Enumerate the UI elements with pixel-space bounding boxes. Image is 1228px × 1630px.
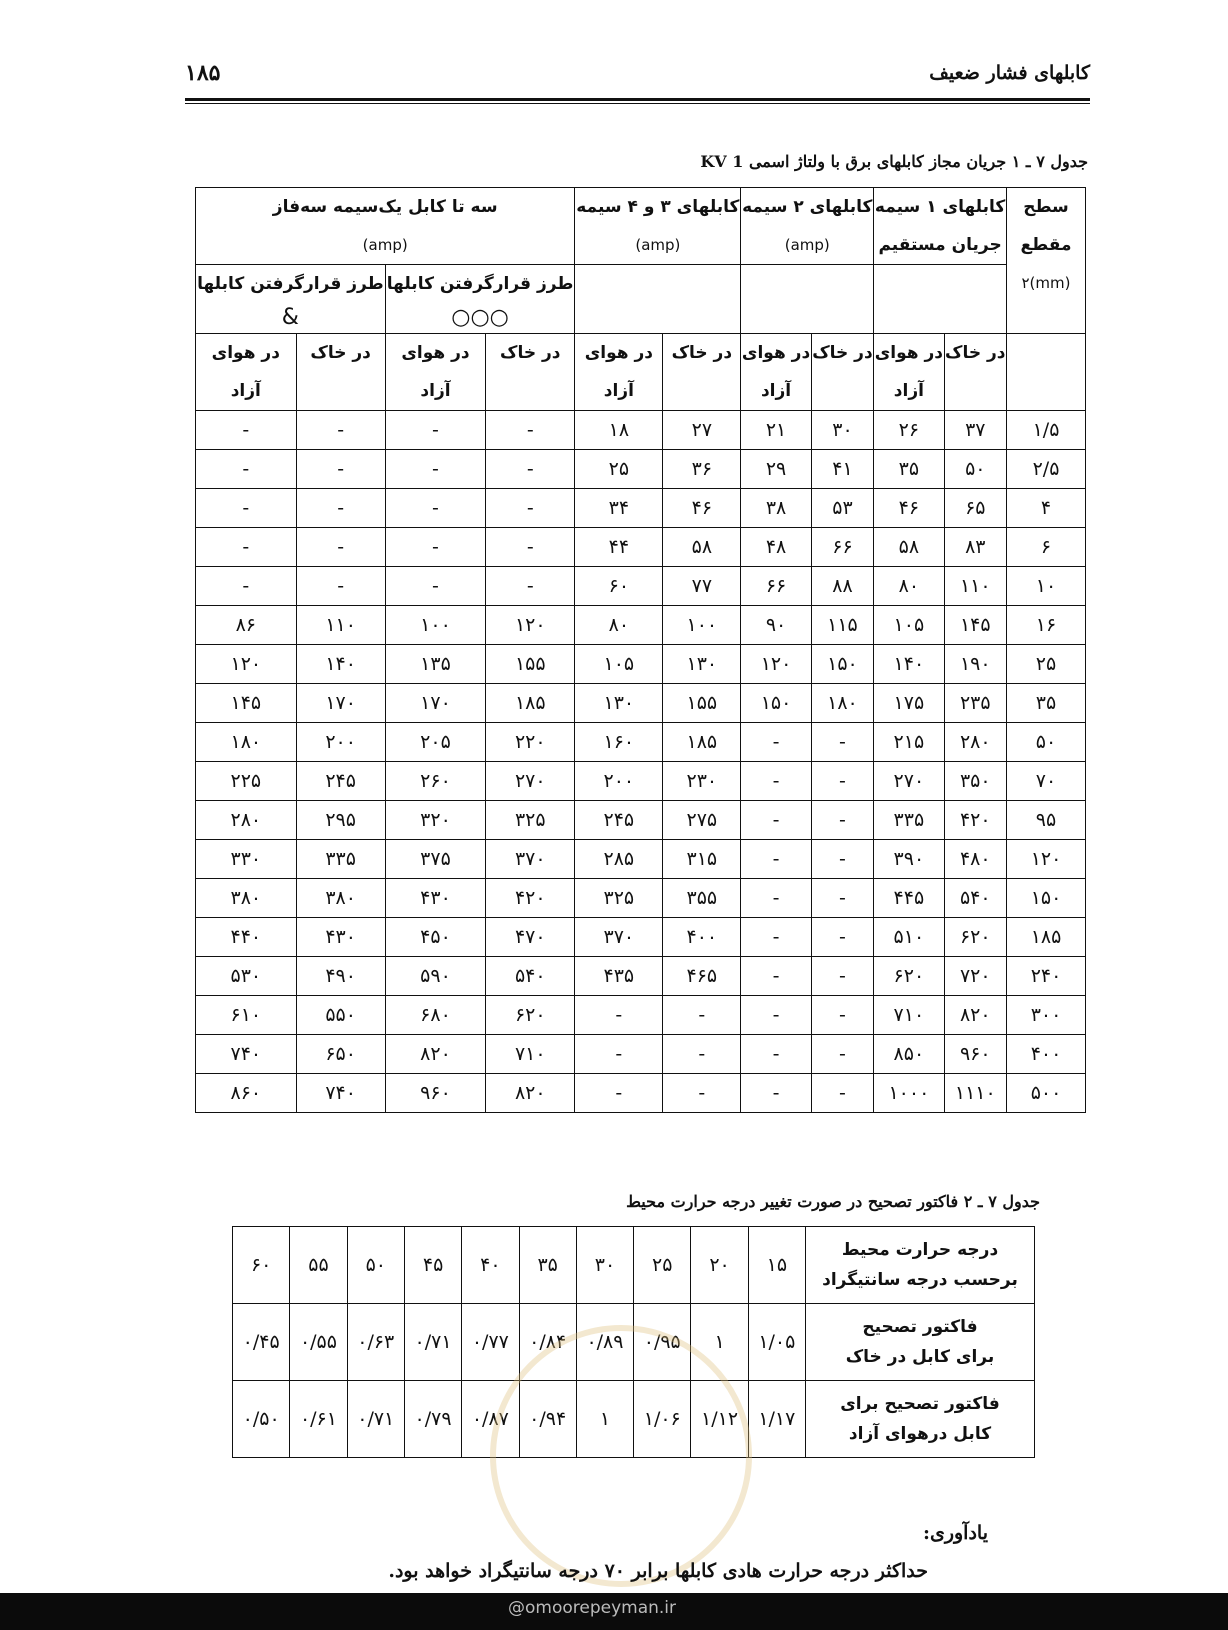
temp-cell: ۳۵ [519, 1227, 576, 1304]
current-cell: ۸۸ [811, 567, 873, 606]
current-cell: ۴۹۰ [296, 957, 385, 996]
cross-section-cell: ۳۵ [1007, 684, 1086, 723]
current-cell: ۱۲۰ [196, 645, 297, 684]
col-air: در هوای آزاد [385, 334, 485, 411]
current-cell: ۶۲۰ [486, 996, 575, 1035]
single-core-dc-header: کابلهای ۱ سیمه جریان مستقیم [874, 188, 1007, 265]
header-rule-thin [185, 103, 1090, 104]
current-cell: ۱۵۵ [663, 684, 741, 723]
cross-section-cell: ۲۵ [1007, 645, 1086, 684]
current-cell: ۶۶ [811, 528, 873, 567]
table-row [196, 762, 1086, 801]
cross-section-cell: ۴۰۰ [1007, 1035, 1086, 1074]
current-cell: - [741, 801, 811, 840]
cross-section-cell: ۳۰۰ [1007, 996, 1086, 1035]
current-cell: ۷۷ [663, 567, 741, 606]
current-cell: - [486, 489, 575, 528]
current-cell: ۲۹ [741, 450, 811, 489]
current-cell: ۳۲۵ [575, 879, 663, 918]
air-factor-cell: ۰/۹۴ [519, 1381, 576, 1458]
soil-factor-cell: ۰/۸۹ [576, 1304, 633, 1381]
cross-section-cell: ۲۴۰ [1007, 957, 1086, 996]
soil-factor-cell: ۱ [691, 1304, 748, 1381]
current-cell: ۲۸۰ [196, 801, 297, 840]
current-cell: - [741, 840, 811, 879]
current-cell: ۳۸۰ [296, 879, 385, 918]
table-row [196, 1074, 1086, 1113]
flat-arrangement-icon: ○○○ [451, 305, 509, 330]
current-cell: ۵۱۰ [874, 918, 944, 957]
cross-section-cell: ۱/۵ [1007, 411, 1086, 450]
current-cell: ۴۶ [874, 489, 944, 528]
current-cell: ۳۴ [575, 489, 663, 528]
three-four-core-header: کابلهای ۳ و ۴ سیمه (amp) [575, 188, 741, 265]
current-cell: ۲۴۵ [575, 801, 663, 840]
running-header-title: کابلهای فشار ضعیف [929, 62, 1090, 84]
current-cell: ۲۴۵ [296, 762, 385, 801]
current-cell: ۳۸۰ [196, 879, 297, 918]
current-cell: ۳۵ [874, 450, 944, 489]
current-cell: ۱۹۰ [944, 645, 1006, 684]
current-cell: ۸۶۰ [196, 1074, 297, 1113]
current-cell: ۴۲۰ [486, 879, 575, 918]
current-cell: ۳۸ [741, 489, 811, 528]
current-cell: ۸۰ [874, 567, 944, 606]
current-cell: ۸۰ [575, 606, 663, 645]
soil-factor-cell: ۰/۸۴ [519, 1304, 576, 1381]
current-cell: ۳۷۰ [486, 840, 575, 879]
cross-section-cell: ۶ [1007, 528, 1086, 567]
current-cell: ۱۲۰ [741, 645, 811, 684]
air-factor-cell: ۱/۱۲ [691, 1381, 748, 1458]
current-cell: ۱۱۱۰ [944, 1074, 1006, 1113]
header-rule-thick [185, 98, 1090, 101]
arrangement-flat-header: طرز قرارگرفتن کابلها ○○○ [385, 265, 575, 334]
current-cell: ۴۳۰ [385, 879, 485, 918]
note-title: یادآوری: [922, 1522, 988, 1544]
current-cell: ۴۵۰ [385, 918, 485, 957]
col-air: در هوای آزاد [575, 334, 663, 411]
current-cell: ۱۵۰ [741, 684, 811, 723]
col-air: در هوای آزاد [874, 334, 944, 411]
current-cell: ۱۷۰ [385, 684, 485, 723]
current-cell: ۶۵۰ [296, 1035, 385, 1074]
cable-current-table [195, 187, 1086, 1113]
current-cell: ۲۶ [874, 411, 944, 450]
current-cell: ۱۰۵ [874, 606, 944, 645]
current-cell: - [741, 918, 811, 957]
current-cell: - [663, 1035, 741, 1074]
temp-cell: ۵۵ [290, 1227, 347, 1304]
col-air: در هوای آزاد [196, 334, 297, 411]
current-cell: - [741, 1035, 811, 1074]
current-cell: - [296, 411, 385, 450]
note-text: حداکثر درجه حرارت هادی کابلها برابر ۷۰ درجه سانتیگراد خواهد بود. [388, 1560, 928, 1582]
current-cell: ۲۸۰ [944, 723, 1006, 762]
current-cell: - [196, 411, 297, 450]
temp-cell: ۳۰ [576, 1227, 633, 1304]
current-cell: - [196, 489, 297, 528]
page-number: ۱۸۵ [185, 60, 221, 86]
current-cell: ۱۲۰ [486, 606, 575, 645]
current-cell: - [486, 528, 575, 567]
col-soil: در خاک [811, 334, 873, 411]
current-cell: - [385, 450, 485, 489]
soil-factor-row-header: فاکتور تصحیح برای کابل در خاک [806, 1304, 1035, 1381]
table-row [196, 1035, 1086, 1074]
current-cell: ۳۵۵ [663, 879, 741, 918]
current-cell: ۵۵۰ [296, 996, 385, 1035]
current-cell: ۱۷۰ [296, 684, 385, 723]
current-cell: ۲۰۰ [296, 723, 385, 762]
current-cell: - [663, 996, 741, 1035]
col-soil: در خاک [944, 334, 1006, 411]
current-cell: - [811, 879, 873, 918]
current-cell: ۵۴۰ [944, 879, 1006, 918]
cross-section-cell: ۱۵۰ [1007, 879, 1086, 918]
current-cell: ۵۳۰ [196, 957, 297, 996]
current-cell: ۲۲۰ [486, 723, 575, 762]
current-cell: - [741, 957, 811, 996]
current-cell: ۴۶ [663, 489, 741, 528]
table-row [196, 879, 1086, 918]
current-cell: ۶۸۰ [385, 996, 485, 1035]
current-cell: ۹۰ [741, 606, 811, 645]
current-cell: ۱۸۰ [196, 723, 297, 762]
temp-cell: ۶۰ [233, 1227, 290, 1304]
table-row [196, 957, 1086, 996]
current-cell: ۴۳۵ [575, 957, 663, 996]
current-cell: ۸۲۰ [486, 1074, 575, 1113]
air-factor-cell: ۱/۰۶ [634, 1381, 691, 1458]
current-cell: - [575, 1035, 663, 1074]
air-factor-cell: ۱ [576, 1381, 633, 1458]
current-cell: ۱۴۵ [196, 684, 297, 723]
table-row [196, 489, 1086, 528]
current-cell: ۵۰ [944, 450, 1006, 489]
current-cell: ۴۸۰ [944, 840, 1006, 879]
cross-section-cell: ۷۰ [1007, 762, 1086, 801]
table-row [196, 606, 1086, 645]
current-cell: ۱۶۰ [575, 723, 663, 762]
two-core-header: کابلهای ۲ سیمه (amp) [741, 188, 874, 265]
current-cell: ۱۷۵ [874, 684, 944, 723]
current-cell: - [385, 411, 485, 450]
current-cell: ۴۲۰ [944, 801, 1006, 840]
current-cell: - [296, 567, 385, 606]
current-cell: ۲۵ [575, 450, 663, 489]
current-cell: ۲۳۰ [663, 762, 741, 801]
table-row [196, 645, 1086, 684]
current-cell: ۱۱۵ [811, 606, 873, 645]
current-cell: ۵۸ [663, 528, 741, 567]
arrangement-trefoil-header: طرز قرارگرفتن کابلها & [196, 265, 386, 334]
current-cell: - [575, 1074, 663, 1113]
watermark-seal-icon [490, 1325, 752, 1587]
current-cell: ۶۶ [741, 567, 811, 606]
current-cell: ۴۶۵ [663, 957, 741, 996]
air-factor-cell: ۰/۷۱ [347, 1381, 404, 1458]
table-row [196, 840, 1086, 879]
soil-factor-cell: ۰/۵۵ [290, 1304, 347, 1381]
cross-section-cell: ۵۰ [1007, 723, 1086, 762]
current-cell: - [741, 879, 811, 918]
current-cell: - [811, 1074, 873, 1113]
current-cell: ۹۶۰ [385, 1074, 485, 1113]
current-cell: - [811, 840, 873, 879]
current-cell: ۲۷ [663, 411, 741, 450]
current-cell: ۳۵۰ [944, 762, 1006, 801]
current-cell: ۱۳۰ [663, 645, 741, 684]
current-cell: - [196, 528, 297, 567]
table-row [196, 684, 1086, 723]
current-cell: ۲۸۵ [575, 840, 663, 879]
current-cell: ۹۶۰ [944, 1035, 1006, 1074]
current-cell: ۳۳۰ [196, 840, 297, 879]
current-cell: - [296, 489, 385, 528]
current-cell: ۷۲۰ [944, 957, 1006, 996]
temp-cell: ۵۰ [347, 1227, 404, 1304]
current-cell: ۴۰۰ [663, 918, 741, 957]
soil-factor-cell: ۰/۷۱ [404, 1304, 461, 1381]
current-cell: ۲۷۵ [663, 801, 741, 840]
current-cell: ۴۴۰ [196, 918, 297, 957]
temp-cell: ۱۵ [748, 1227, 805, 1304]
current-cell: ۵۹۰ [385, 957, 485, 996]
current-cell: ۱۰۵ [575, 645, 663, 684]
current-cell: - [811, 996, 873, 1035]
current-cell: ۴۱ [811, 450, 873, 489]
current-cell: - [385, 528, 485, 567]
current-cell: ۱۰۰ [663, 606, 741, 645]
current-cell: ۲۷۰ [486, 762, 575, 801]
current-cell: - [741, 1074, 811, 1113]
cross-section-cell: ۴ [1007, 489, 1086, 528]
temp-cell: ۲۰ [691, 1227, 748, 1304]
soil-factor-cell: ۰/۷۷ [462, 1304, 519, 1381]
current-cell: ۸۵۰ [874, 1035, 944, 1074]
current-cell: ۱۸۵ [663, 723, 741, 762]
current-cell: ۲۹۵ [296, 801, 385, 840]
current-cell: ۶۲۰ [874, 957, 944, 996]
current-cell: ۳۳۵ [874, 801, 944, 840]
table-row [196, 996, 1086, 1035]
current-cell: ۲۱۵ [874, 723, 944, 762]
current-cell: ۳۹۰ [874, 840, 944, 879]
table-row [196, 723, 1086, 762]
table-row [196, 567, 1086, 606]
current-cell: ۶۵ [944, 489, 1006, 528]
current-cell: ۳۷۰ [575, 918, 663, 957]
current-cell: - [296, 528, 385, 567]
current-cell: ۲۳۵ [944, 684, 1006, 723]
current-cell: ۳۲۰ [385, 801, 485, 840]
temperature-row [233, 1227, 1035, 1304]
current-cell: ۷۴۰ [296, 1074, 385, 1113]
temp-cell: ۴۰ [462, 1227, 519, 1304]
current-cell: ۱۸۵ [486, 684, 575, 723]
current-cell: ۲۱ [741, 411, 811, 450]
current-cell: ۸۲۰ [944, 996, 1006, 1035]
current-cell: ۲۰۰ [575, 762, 663, 801]
current-cell: ۱۴۵ [944, 606, 1006, 645]
cross-section-cell: ۱۸۵ [1007, 918, 1086, 957]
current-cell: ۲۷۰ [874, 762, 944, 801]
current-cell: ۱۰۰۰ [874, 1074, 944, 1113]
current-cell: ۴۸ [741, 528, 811, 567]
table2-caption: جدول ۷ ـ ۲ فاکتور تصحیح در صورت تغییر درجه حرارت محیط [626, 1192, 1040, 1211]
table-row [196, 528, 1086, 567]
current-cell: - [385, 489, 485, 528]
cross-section-cell: ۱۲۰ [1007, 840, 1086, 879]
current-cell: - [811, 801, 873, 840]
current-cell: ۳۶ [663, 450, 741, 489]
current-cell: - [741, 762, 811, 801]
current-cell: ۱۳۵ [385, 645, 485, 684]
current-cell: - [385, 567, 485, 606]
table-row [196, 918, 1086, 957]
current-cell: ۱۵۰ [811, 645, 873, 684]
soil-factor-cell: ۰/۶۳ [347, 1304, 404, 1381]
air-factor-cell: ۰/۵۰ [233, 1381, 290, 1458]
current-cell: ۷۱۰ [486, 1035, 575, 1074]
current-cell: - [663, 1074, 741, 1113]
current-cell: ۶۲۰ [944, 918, 1006, 957]
soil-factor-cell: ۰/۴۵ [233, 1304, 290, 1381]
air-factor-cell: ۰/۸۷ [462, 1381, 519, 1458]
current-cell: ۳۰ [811, 411, 873, 450]
trefoil-arrangement-icon: & [281, 305, 299, 330]
air-factor-cell: ۰/۷۹ [404, 1381, 461, 1458]
current-cell: ۴۴۵ [874, 879, 944, 918]
current-cell: ۸۶ [196, 606, 297, 645]
table-row [196, 411, 1086, 450]
current-cell: ۲۰۵ [385, 723, 485, 762]
current-cell: ۳۷ [944, 411, 1006, 450]
current-cell: ۶۱۰ [196, 996, 297, 1035]
current-cell: ۱۸ [575, 411, 663, 450]
soil-factor-cell: ۰/۹۵ [634, 1304, 691, 1381]
current-cell: ۱۱۰ [944, 567, 1006, 606]
current-cell: ۷۱۰ [874, 996, 944, 1035]
temp-cell: ۲۵ [634, 1227, 691, 1304]
col-soil: در خاک [296, 334, 385, 411]
air-factor-cell: ۱/۱۷ [748, 1381, 805, 1458]
current-cell: ۱۸۰ [811, 684, 873, 723]
current-cell: ۳۱۵ [663, 840, 741, 879]
current-cell: ۳۲۵ [486, 801, 575, 840]
current-cell: ۲۶۰ [385, 762, 485, 801]
cross-section-header: سطح مقطع (mm)۲ [1007, 188, 1086, 334]
cross-section-cell: ۹۵ [1007, 801, 1086, 840]
air-factor-cell: ۰/۶۱ [290, 1381, 347, 1458]
current-cell: - [575, 996, 663, 1035]
current-cell: - [741, 723, 811, 762]
watermark-text: @omoorepeyman.ir [508, 1598, 677, 1618]
col-soil: در خاک [486, 334, 575, 411]
current-cell: ۱۳۰ [575, 684, 663, 723]
table1-body [196, 411, 1086, 1113]
current-cell: ۱۰۰ [385, 606, 485, 645]
current-cell: ۱۱۰ [296, 606, 385, 645]
current-cell: ۱۴۰ [874, 645, 944, 684]
table1-caption: جدول ۷ ـ ۱ جریان مجاز کابلهای برق با ولتاژ اسمی 1 KV [700, 152, 1088, 171]
current-cell: ۷۴۰ [196, 1035, 297, 1074]
current-cell: - [811, 957, 873, 996]
current-cell: - [741, 996, 811, 1035]
current-cell: ۳۳۵ [296, 840, 385, 879]
table-row [196, 801, 1086, 840]
page-header [185, 60, 1090, 94]
current-cell: ۸۳ [944, 528, 1006, 567]
current-cell: ۴۷۰ [486, 918, 575, 957]
temperature-row-header: درجه حرارت محیط برحسب درجه سانتیگراد [806, 1227, 1035, 1304]
current-cell: ۱۴۰ [296, 645, 385, 684]
current-cell: - [486, 567, 575, 606]
current-cell: ۴۳۰ [296, 918, 385, 957]
current-cell: ۱۵۵ [486, 645, 575, 684]
col-air: در هوای آزاد [741, 334, 811, 411]
col-soil: در خاک [663, 334, 741, 411]
cross-section-cell: ۱۰ [1007, 567, 1086, 606]
current-cell: ۶۰ [575, 567, 663, 606]
current-cell: - [811, 918, 873, 957]
current-cell: ۲۲۵ [196, 762, 297, 801]
current-cell: ۴۴ [575, 528, 663, 567]
temp-cell: ۴۵ [404, 1227, 461, 1304]
soil-factor-cell: ۱/۰۵ [748, 1304, 805, 1381]
cross-section-cell: ۲/۵ [1007, 450, 1086, 489]
current-cell: - [486, 450, 575, 489]
cross-section-cell: ۱۶ [1007, 606, 1086, 645]
current-cell: ۳۷۵ [385, 840, 485, 879]
current-cell: ۵۸ [874, 528, 944, 567]
current-cell: - [811, 762, 873, 801]
current-cell: ۵۳ [811, 489, 873, 528]
current-cell: ۵۴۰ [486, 957, 575, 996]
air-factor-row-header: فاکتور تصحیح برای کابل درهوای آزاد [806, 1381, 1035, 1458]
current-cell: - [811, 1035, 873, 1074]
current-cell: - [811, 723, 873, 762]
current-cell: ۸۲۰ [385, 1035, 485, 1074]
current-cell: - [196, 567, 297, 606]
current-cell: - [196, 450, 297, 489]
current-cell: - [296, 450, 385, 489]
cross-section-cell: ۵۰۰ [1007, 1074, 1086, 1113]
table-row [196, 450, 1086, 489]
three-single-core-header: سه تا کابل یک‌سیمه سه‌فاز (amp) [196, 188, 575, 265]
current-cell: - [486, 411, 575, 450]
